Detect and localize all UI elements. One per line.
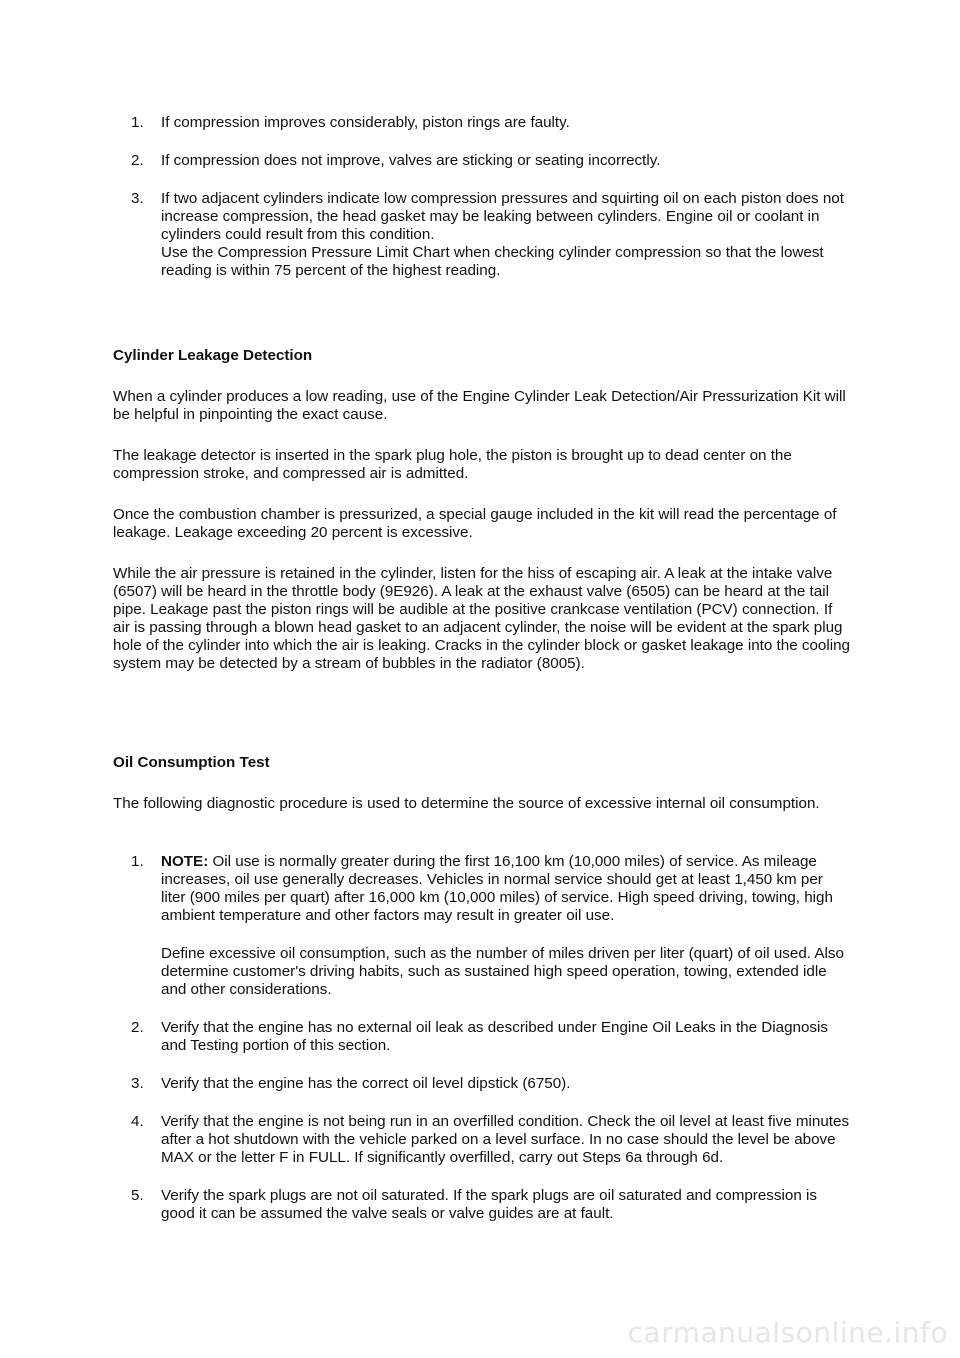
list-item [131, 1113, 851, 1167]
step-text-continued: Use the Compression Pressure Limit Chart when checking cylinder compression so that the lowest reading is within 75 percent of the highest reading. [161, 244, 824, 279]
section-heading-leakage: Cylinder Leakage Detection [113, 347, 313, 364]
paragraph: When a cylinder produces a low reading, use of the Engine Cylinder Leak Detection/Air Pressurization Kit will be helpful in pinpointing the exact cause. [113, 388, 846, 423]
step-text: Verify that the engine has no external oil leak as described under Engine Oil Leaks in the Diagnosis and Testing portion of this section. [161, 1019, 828, 1054]
list-item [131, 1075, 851, 1093]
note-paragraph [161, 853, 851, 925]
list-item [131, 152, 851, 170]
step-number: 1. [131, 114, 144, 131]
step-number: 3. [131, 1075, 144, 1092]
step-number: 5. [131, 1187, 144, 1204]
list-item [131, 853, 851, 999]
step-text: Verify the spark plugs are not oil saturated. If the spark plugs are oil saturated and compression is good it can be assumed the valve seals or valve guides are at fault. [161, 1187, 817, 1222]
step-text: Define excessive oil consumption, such as the number of miles driven per liter (quart) of oil used. Also determine customer's driving habits, such as sustained high speed operation, towing, extended idle and other considerations. [161, 945, 844, 998]
step-text: Verify that the engine has the correct oil level dipstick (6750). [161, 1075, 571, 1092]
list-item [131, 1019, 851, 1055]
step-text: If compression improves considerably, piston rings are faulty. [161, 114, 570, 131]
step-number: 3. [131, 190, 144, 207]
oil-test-steps-list [131, 853, 851, 1223]
list-item [131, 190, 851, 280]
section-heading-oil-consumption: Oil Consumption Test [113, 754, 270, 771]
list-item [131, 1187, 851, 1223]
step-number: 2. [131, 1019, 144, 1036]
step-number: 1. [131, 853, 144, 870]
paragraph: Once the combustion chamber is pressurized, a special gauge included in the kit will read the percentage of leakage. Leakage exceeding 20 percent is excessive. [113, 506, 837, 541]
compression-steps-list [131, 114, 851, 280]
paragraph: The following diagnostic procedure is used to determine the source of excessive internal oil consumption. [113, 795, 820, 812]
step-text: If compression does not improve, valves are sticking or seating incorrectly. [161, 152, 661, 169]
note-text: Oil use is normally greater during the first 16,100 km (10,000 miles) of service. As mileage increases, oil use generally decreases. Vehicles in normal service should get at least 1,450 km per liter (900 miles per quart) after 16,000 km (10,000 miles) of service. High speed driving, towing, high ambient temperature and other factors may result in greater oil use. [161, 853, 833, 924]
step-number: 4. [131, 1113, 144, 1130]
watermark: carmanualsonline.info [627, 1316, 948, 1349]
paragraph: The leakage detector is inserted in the spark plug hole, the piston is brought up to dead center on the compression stroke, and compressed air is admitted. [113, 447, 792, 482]
step-number: 2. [131, 152, 144, 169]
note-label: NOTE: [161, 853, 209, 870]
step-text: If two adjacent cylinders indicate low compression pressures and squirting oil on each piston does not increase compression, the head gasket may be leaking between cylinders. Engine oil or coolant in cylinders could result from this condition. [161, 190, 844, 243]
list-item [131, 114, 851, 132]
paragraph: While the air pressure is retained in the cylinder, listen for the hiss of escaping air. A leak at the intake valve (6507) will be heard in the throttle body (9E926). A leak at the exhaust valve (6505) can be heard at the tail pipe. Leakage past the piston rings will be audible at the positive crankcase ventilation (PCV) connection. If air is passing through a blown head gasket to an adjacent cylinder, the noise will be evident at the spark plug hole of the cylinder into which the air is leaking. Cracks in the cylinder block or gasket leakage into the cooling system may be detected by a stream of bubbles in the radiator (8005). [113, 565, 850, 672]
step-text: Verify that the engine is not being run in an overfilled condition. Check the oil level at least five minutes after a hot shutdown with the vehicle parked on a level surface. In no case should the level be above MAX or the letter F in FULL. If significantly overfilled, carry out Steps 6a through 6d. [161, 1113, 850, 1166]
